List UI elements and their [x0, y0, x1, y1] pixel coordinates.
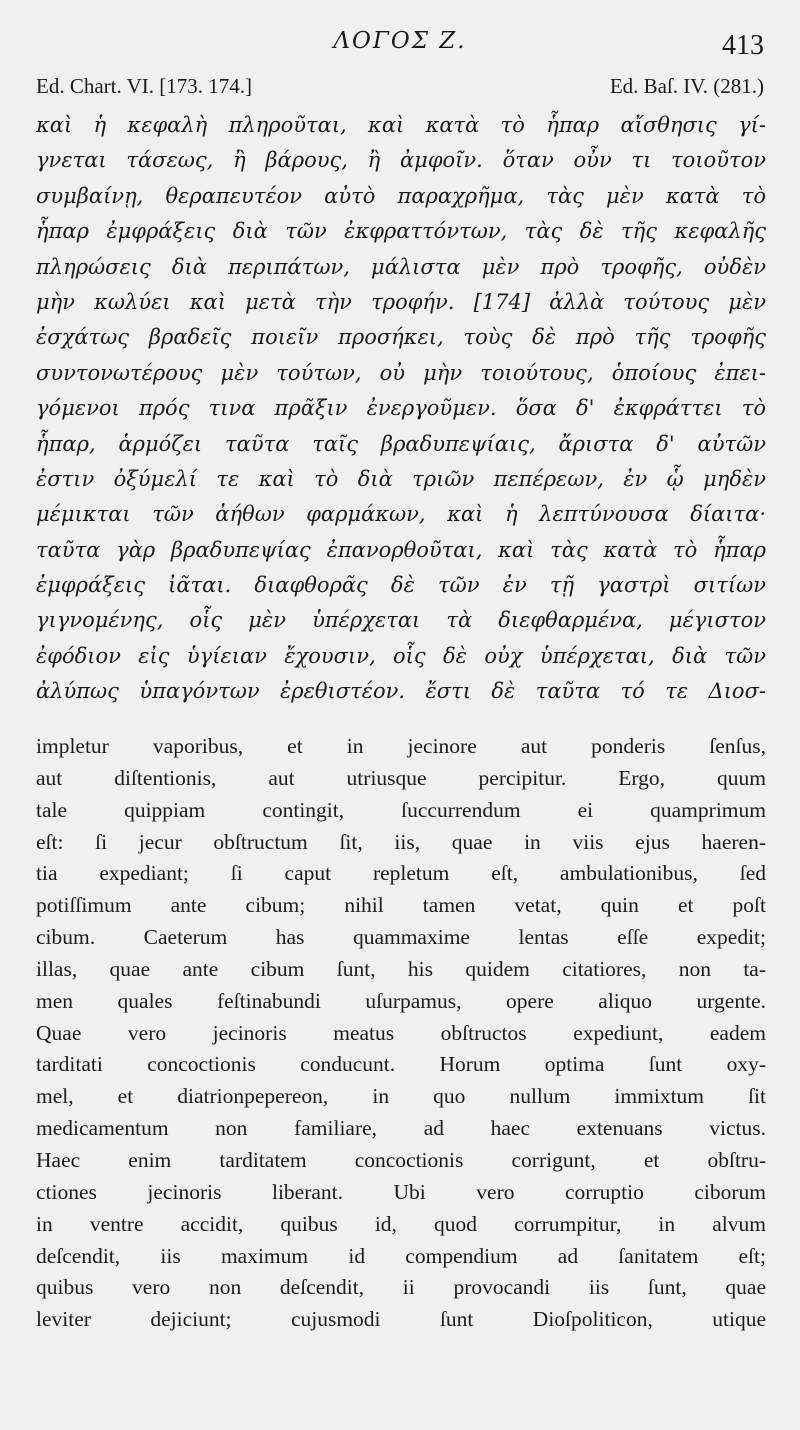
page-number: 413 — [722, 30, 764, 61]
latin-text-line: leviter dejiciunt; cujusmodi ſunt Dioſpoliticon, utique — [36, 1307, 766, 1332]
greek-text-line: μὴν κωλύει καὶ μετὰ τὴν τροφήν. [174] ἀλλὰ τούτους μὲν — [36, 289, 766, 314]
greek-text-line: ἧπαρ, ἁρμόζει ταῦτα ταῖς βραδυπεψίαις, ἄριστα δ' αὐτῶν — [36, 431, 766, 456]
latin-text-block — [36, 731, 766, 1336]
edition-reference-right: Ed. Baſ. IV. (281.) — [609, 74, 764, 98]
greek-text-line: καὶ ἡ κεφαλὴ πληροῦται, καὶ κατὰ τὸ ἧπαρ αἴσθησις γί- — [36, 113, 766, 137]
greek-text-line: ἀλύπως ὑπαγόντων ἐρεθιστέον. ἔστι δὲ ταῦτα τό τε Διοσ- — [36, 679, 766, 704]
latin-text-line: illas, quae ante cibum ſunt, his quidem citatiores, non ta- — [36, 956, 766, 981]
latin-text-line: ctiones jecinoris liberant. Ubi vero corruptio ciborum — [36, 1179, 766, 1204]
latin-text-line: quibus vero non deſcendit, ii provocandi iis ſunt, quae — [36, 1275, 766, 1300]
latin-text-line: eſt: ſi jecur obſtructum ſit, iis, quae in viis ejus haeren- — [36, 829, 766, 854]
greek-text-block — [36, 108, 766, 710]
latin-text-line: in ventre accidit, quibus id, quod corrumpitur, in alvum — [36, 1211, 766, 1236]
greek-text-line: γόμενοι πρός τινα πρᾶξιν ἐνεργοῦμεν. ὅσα δ' ἐκφράττει τὸ — [36, 396, 766, 421]
greek-text-line: ἐμφράξεις ἰᾶται. διαφθορᾶς δὲ τῶν ἐν τῇ γαστρὶ σιτίων — [36, 573, 766, 598]
latin-text-line: Quae vero jecinoris meatus obſtructos expediunt, eadem — [36, 1020, 766, 1045]
greek-text-line: ταῦτα γὰρ βραδυπεψίας ἐπανορθοῦται, καὶ τὰς κατὰ τὸ ἧπαρ — [36, 537, 766, 562]
latin-text-line: tia expediant; ſi caput repletum eſt, ambulationibus, ſed — [36, 861, 766, 886]
greek-text-line: γνεται τάσεως, ἢ βάρους, ἢ ἀμφοῖν. ὅταν οὖν τι τοιοῦτον — [36, 148, 766, 173]
latin-text-line: deſcendit, iis maximum id compendium ad ſanitatem eſt; — [36, 1243, 766, 1268]
latin-text-line: potiſſimum ante cibum; nihil tamen vetat, quin et poſt — [36, 893, 766, 918]
latin-text-line: tale quippiam contingit, ſuccurrendum ei quamprimum — [36, 797, 766, 822]
greek-text-line: γιγνομένης, οἷς μὲν ὑπέρχεται τὰ διεφθαρμένα, μέγιστον — [36, 608, 766, 633]
latin-text-line: tarditati concoctionis conducunt. Horum optima ſunt oxy- — [36, 1052, 766, 1077]
latin-text-line: men quales feſtinabundi uſurpamus, opere aliquo urgente. — [36, 988, 766, 1013]
latin-text-line: Haec enim tarditatem concoctionis corrigunt, et obſtru- — [36, 1147, 766, 1172]
greek-text-line: ἐσχάτως βραδεῖς ποιεῖν προσήκει, τοὺς δὲ πρὸ τῆς τροφῆς — [36, 325, 766, 350]
edition-reference-left: Ed. Chart. VI. [173. 174.] — [36, 74, 252, 98]
greek-text-line: μέμικται τῶν ἀήθων φαρμάκων, καὶ ἡ λεπτύνουσα δίαιτα· — [36, 502, 766, 527]
greek-text-line: ἧπαρ ἐμφράξεις διὰ τῶν ἐκφραττόντων, τὰς δὲ τῆς κεφαλῆς — [36, 219, 766, 244]
greek-text-line: ἐφόδιον εἰς ὑγίειαν ἔχουσιν, οἷς δὲ οὐχ ὑπέρχεται, διὰ τῶν — [36, 643, 766, 668]
greek-text-line: ἐστιν ὀξύμελί τε καὶ τὸ διὰ τριῶν πεπέρεων, ἐν ᾧ μηδὲν — [36, 466, 766, 491]
greek-text-line: συντονωτέρους μὲν τούτων, οὐ μὴν τοιούτους, ὁποίους ἐπει- — [36, 360, 766, 385]
greek-text-line: συμβαίνῃ, θεραπευτέον αὐτὸ παραχρῆμα, τὰς μὲν κατὰ τὸ — [36, 183, 766, 208]
latin-text-line: mel, et diatrionpepereon, in quo nullum immixtum ſit — [36, 1084, 766, 1109]
greek-text-line: πληρώσεις διὰ περιπάτων, μάλιστα μὲν πρὸ τροφῆς, οὐδὲν — [36, 254, 766, 279]
latin-text-line: impletur vaporibus, et in jecinore aut ponderis ſenſus, — [36, 734, 766, 758]
latin-text-line: aut diſtentionis, aut utriusque percipitur. Ergo, quum — [36, 765, 766, 790]
running-title: ΛΟΓΟΣ Ζ. — [333, 28, 467, 54]
latin-text-line: cibum. Caeterum has quammaxime lentas eſſe expedit; — [36, 925, 766, 950]
latin-text-line: medicamentum non familiare, ad haec extenuans victus. — [36, 1116, 766, 1141]
